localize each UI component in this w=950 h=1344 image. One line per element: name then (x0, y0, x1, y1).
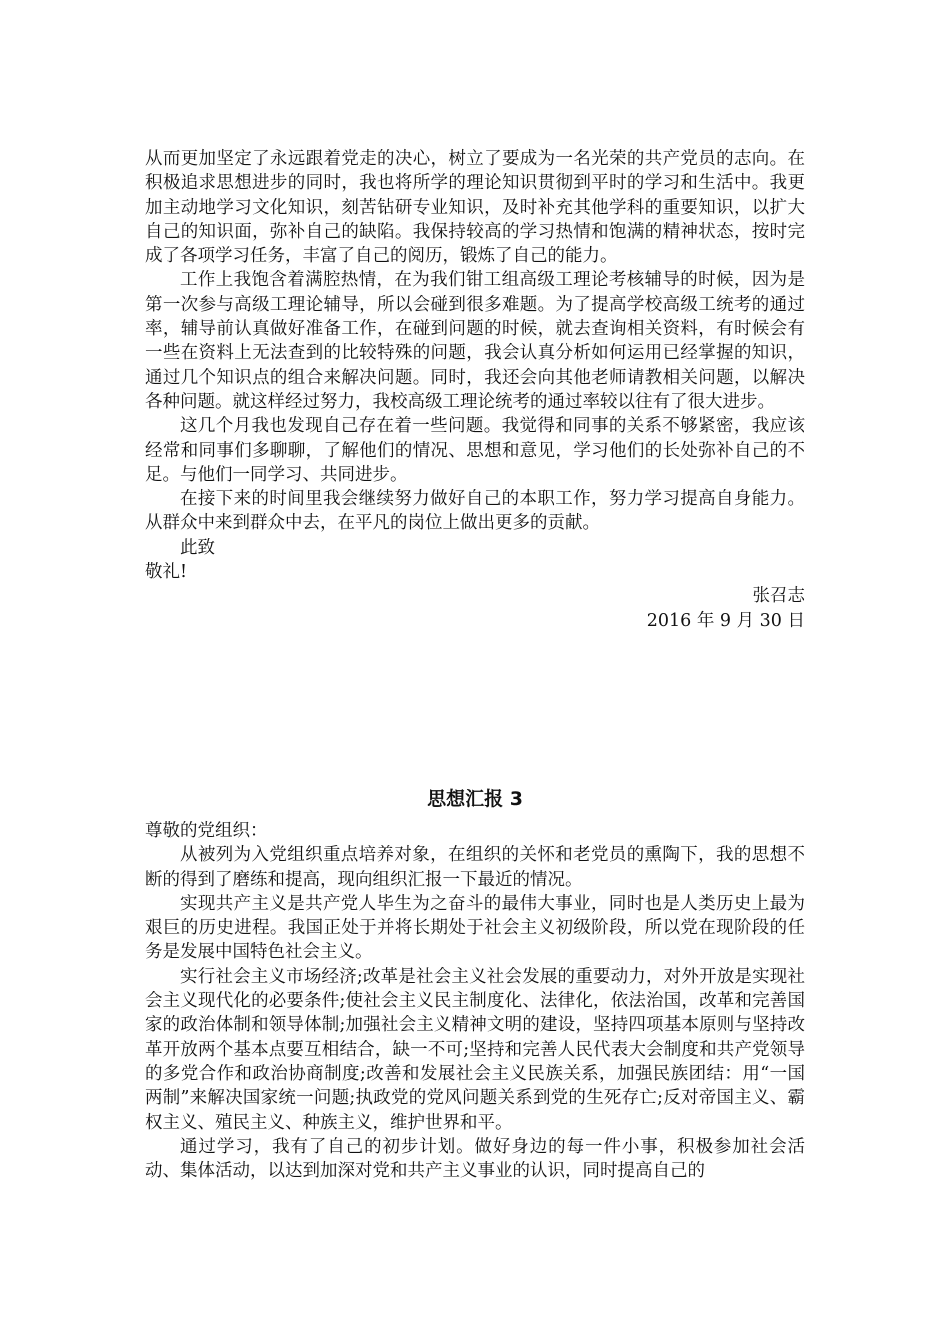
paragraph-intro: 从被列为入党组织重点培养对象，在组织的关怀和老党员的熏陶下，我的思想不断的得到了磨练和提高，现向组织汇报一下最近的情况。 (145, 845, 805, 890)
closing-line: 此致 (180, 537, 215, 558)
paragraph-policies: 实行社会主义市场经济;改革是社会主义社会发展的重要动力，对外开放是实现社会主义现代化的必要条件;使社会主义民主制度化、法律化，依法治国，改革和完善国家的政治体制和领导体制;加强社会主义精神文明的建设，坚持四项基本原则与坚持改革开放两个基本点要互相结合，缺一不可;坚持和完善人民代表大会制度和共产党领导的多党合作和政治协商制度;改善和发展社会主义民族关系，加强民族团结：用“一国两制”来解决国家统一问题;执政党的党风问题关系到党的生死存亡;反对帝国主义、霸权主义、殖民主义、种族主义，维护世界和平。 (145, 966, 805, 1133)
paragraph-plans: 在接下来的时间里我会继续努力做好自己的本职工作，努力学习提高自身能力。从群众中来到群众中去，在平凡的岗位上做出更多的贡献。 (145, 489, 805, 534)
signature-name: 张召志 (752, 586, 805, 607)
paragraph-continued: 从而更加坚定了永远跟着党走的决心，树立了要成为一名光荣的共产党员的志向。在积极追求思想进步的同时，我也将所学的理论知识贯彻到平时的学习和生活中。我更加主动地学习文化知识，刻苦钻研专业知识，及时补充其他学科的重要知识，以扩大自己的知识面，弥补自己的缺陷。我保持较高的学习热情和饱满的精神状态，按时完成了各项学习任务，丰富了自己的阅历，锻炼了自己的能力。 (145, 149, 805, 267)
salute-line: 敬礼! (145, 562, 188, 583)
paragraph-communism: 实现共产主义是共产党人毕生为之奋斗的最伟大事业，同时也是人类历史上最为艰巨的历史进程。我国正处于并将长期处于社会主义初级阶段，所以党在现阶段的任务是发展中国特色社会主义。 (145, 893, 805, 963)
report-body-section-2 (145, 819, 805, 1183)
paragraph-problems: 这几个月我也发现自己存在着一些问题。我觉得和同事的关系不够紧密，我应该经常和同事们多聊聊，了解他们的情况、思想和意见，学习他们的长处弥补自己的不足。与他们一同学习、共同进步。 (145, 416, 805, 485)
section-title: 思想汇报 3 (427, 788, 523, 810)
paragraph-plan: 通过学习，我有了自己的初步计划。做好身边的每一件小事，积极参加社会活动、集体活动，以达到加深对党和共产主义事业的认识，同时提高自己的 (145, 1136, 805, 1182)
paragraph-work: 工作上我饱含着满腔热情，在为我们钳工组高级工理论考核辅导的时候，因为是第一次参与高级工理论辅导，所以会碰到很多难题。为了提高学校高级工统考的通过率，辅导前认真做好准备工作，在碰到问题的时候，就去查询相关资料，有时候会有一些在资料上无法查到的比较特殊的问题，我会认真分析如何运用已经掌握的知识，通过几个知识点的组合来解决问题。同时，我还会向其他老师请教相关问题，以解决各种问题。就这样经过努力，我校高级工理论统考的通过率较以往有了很大进步。 (145, 270, 805, 412)
report-body-section-1 (145, 147, 805, 633)
signature-date: 2016 年 9 月 30 日 (646, 610, 805, 631)
greeting-line: 尊敬的党组织： (145, 821, 268, 841)
